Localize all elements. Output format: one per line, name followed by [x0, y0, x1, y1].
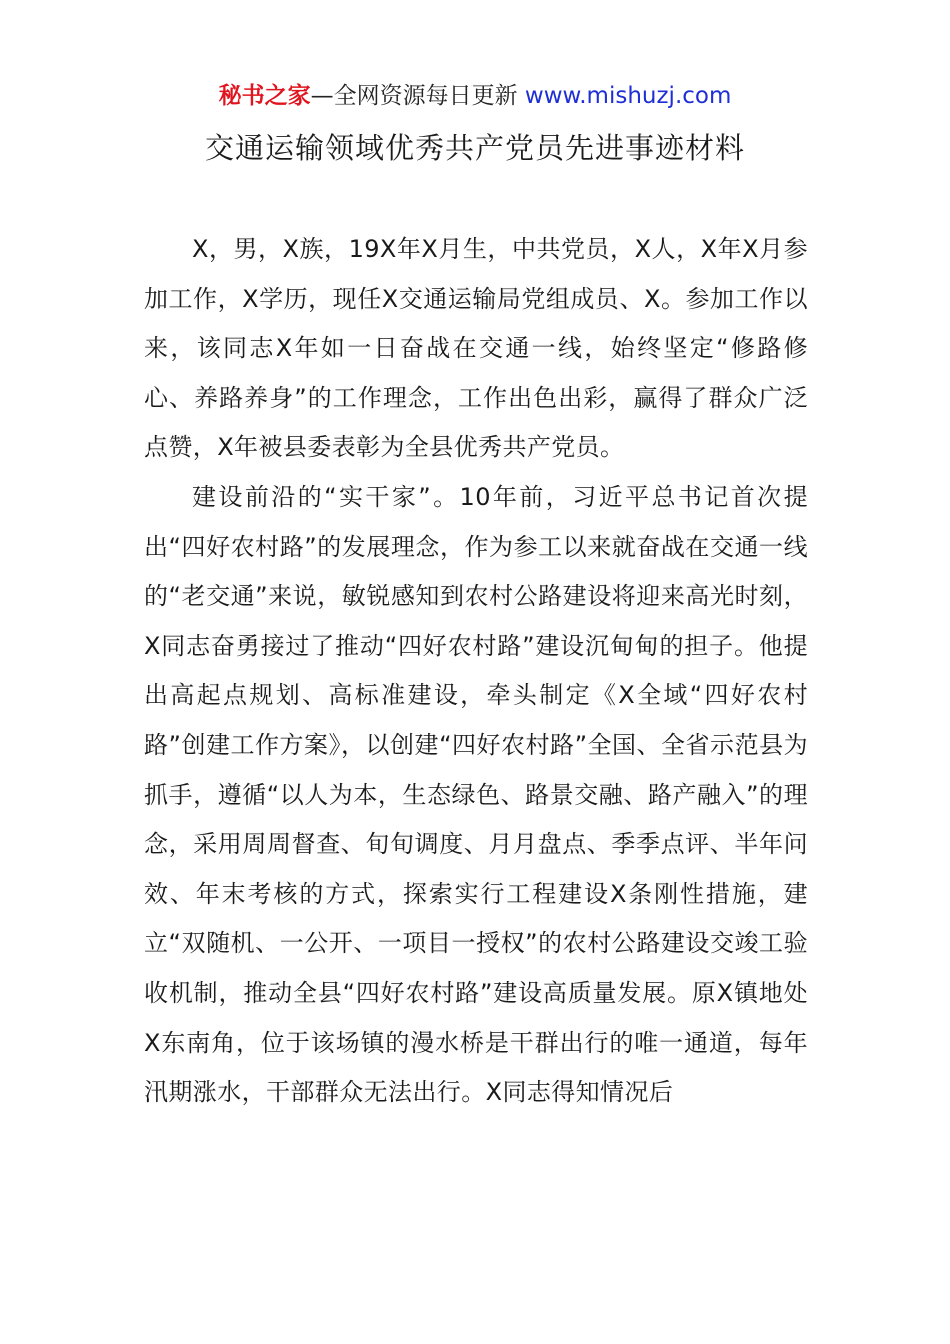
site-header	[0, 80, 950, 112]
site-url-link[interactable]: www.mishuzj.com	[524, 83, 732, 109]
document-body	[144, 225, 808, 1118]
header-tagline: —全网资源每日更新	[310, 83, 525, 109]
paragraph-intro: X，男，X族，19X年X月生，中共党员，X人，X年X月参加工作，X学历，现任X交通运输局党组成员、X。参加工作以来，该同志X年如一日奋战在交通一线，始终坚定“修路修心、养路养身”的工作理念，工作出色出彩，赢得了群众广泛点赞，X年被县委表彰为全县优秀共产党员。	[144, 235, 808, 462]
brand-name: 秘书之家	[218, 83, 311, 109]
paragraph-construction: 建设前沿的“实干家”。10年前，习近平总书记首次提出“四好农村路”的发展理念，作为参工以来就奋战在交通一线的“老交通”来说，敏锐感知到农村公路建设将迎来高光时刻，X同志奋勇接过了推动“四好农村路”建设沉甸甸的担子。他提出高起点规划、高标准建设，牵头制定《X全域“四好农村路”创建工作方案》，以创建“四好农村路”全国、全省示范县为抓手，遵循“以人为本，生态绿色、路景交融、路产融入”的理念，采用周周督查、旬旬调度、月月盘点、季季点评、半年问效、年末考核的方式，探索实行工程建设X条刚性措施，建立“双随机、一公开、一项目一授权”的农村公路建设交竣工验收机制，推动全县“四好农村路”建设高质量发展。原X镇地处X东南角，位于该场镇的漫水桥是干群出行的唯一通道，每年汛期涨水，干部群众无法出行。X同志得知情况后	[144, 482, 808, 1107]
document-title: 交通运输领域优秀共产党员先进事迹材料	[204, 131, 745, 165]
